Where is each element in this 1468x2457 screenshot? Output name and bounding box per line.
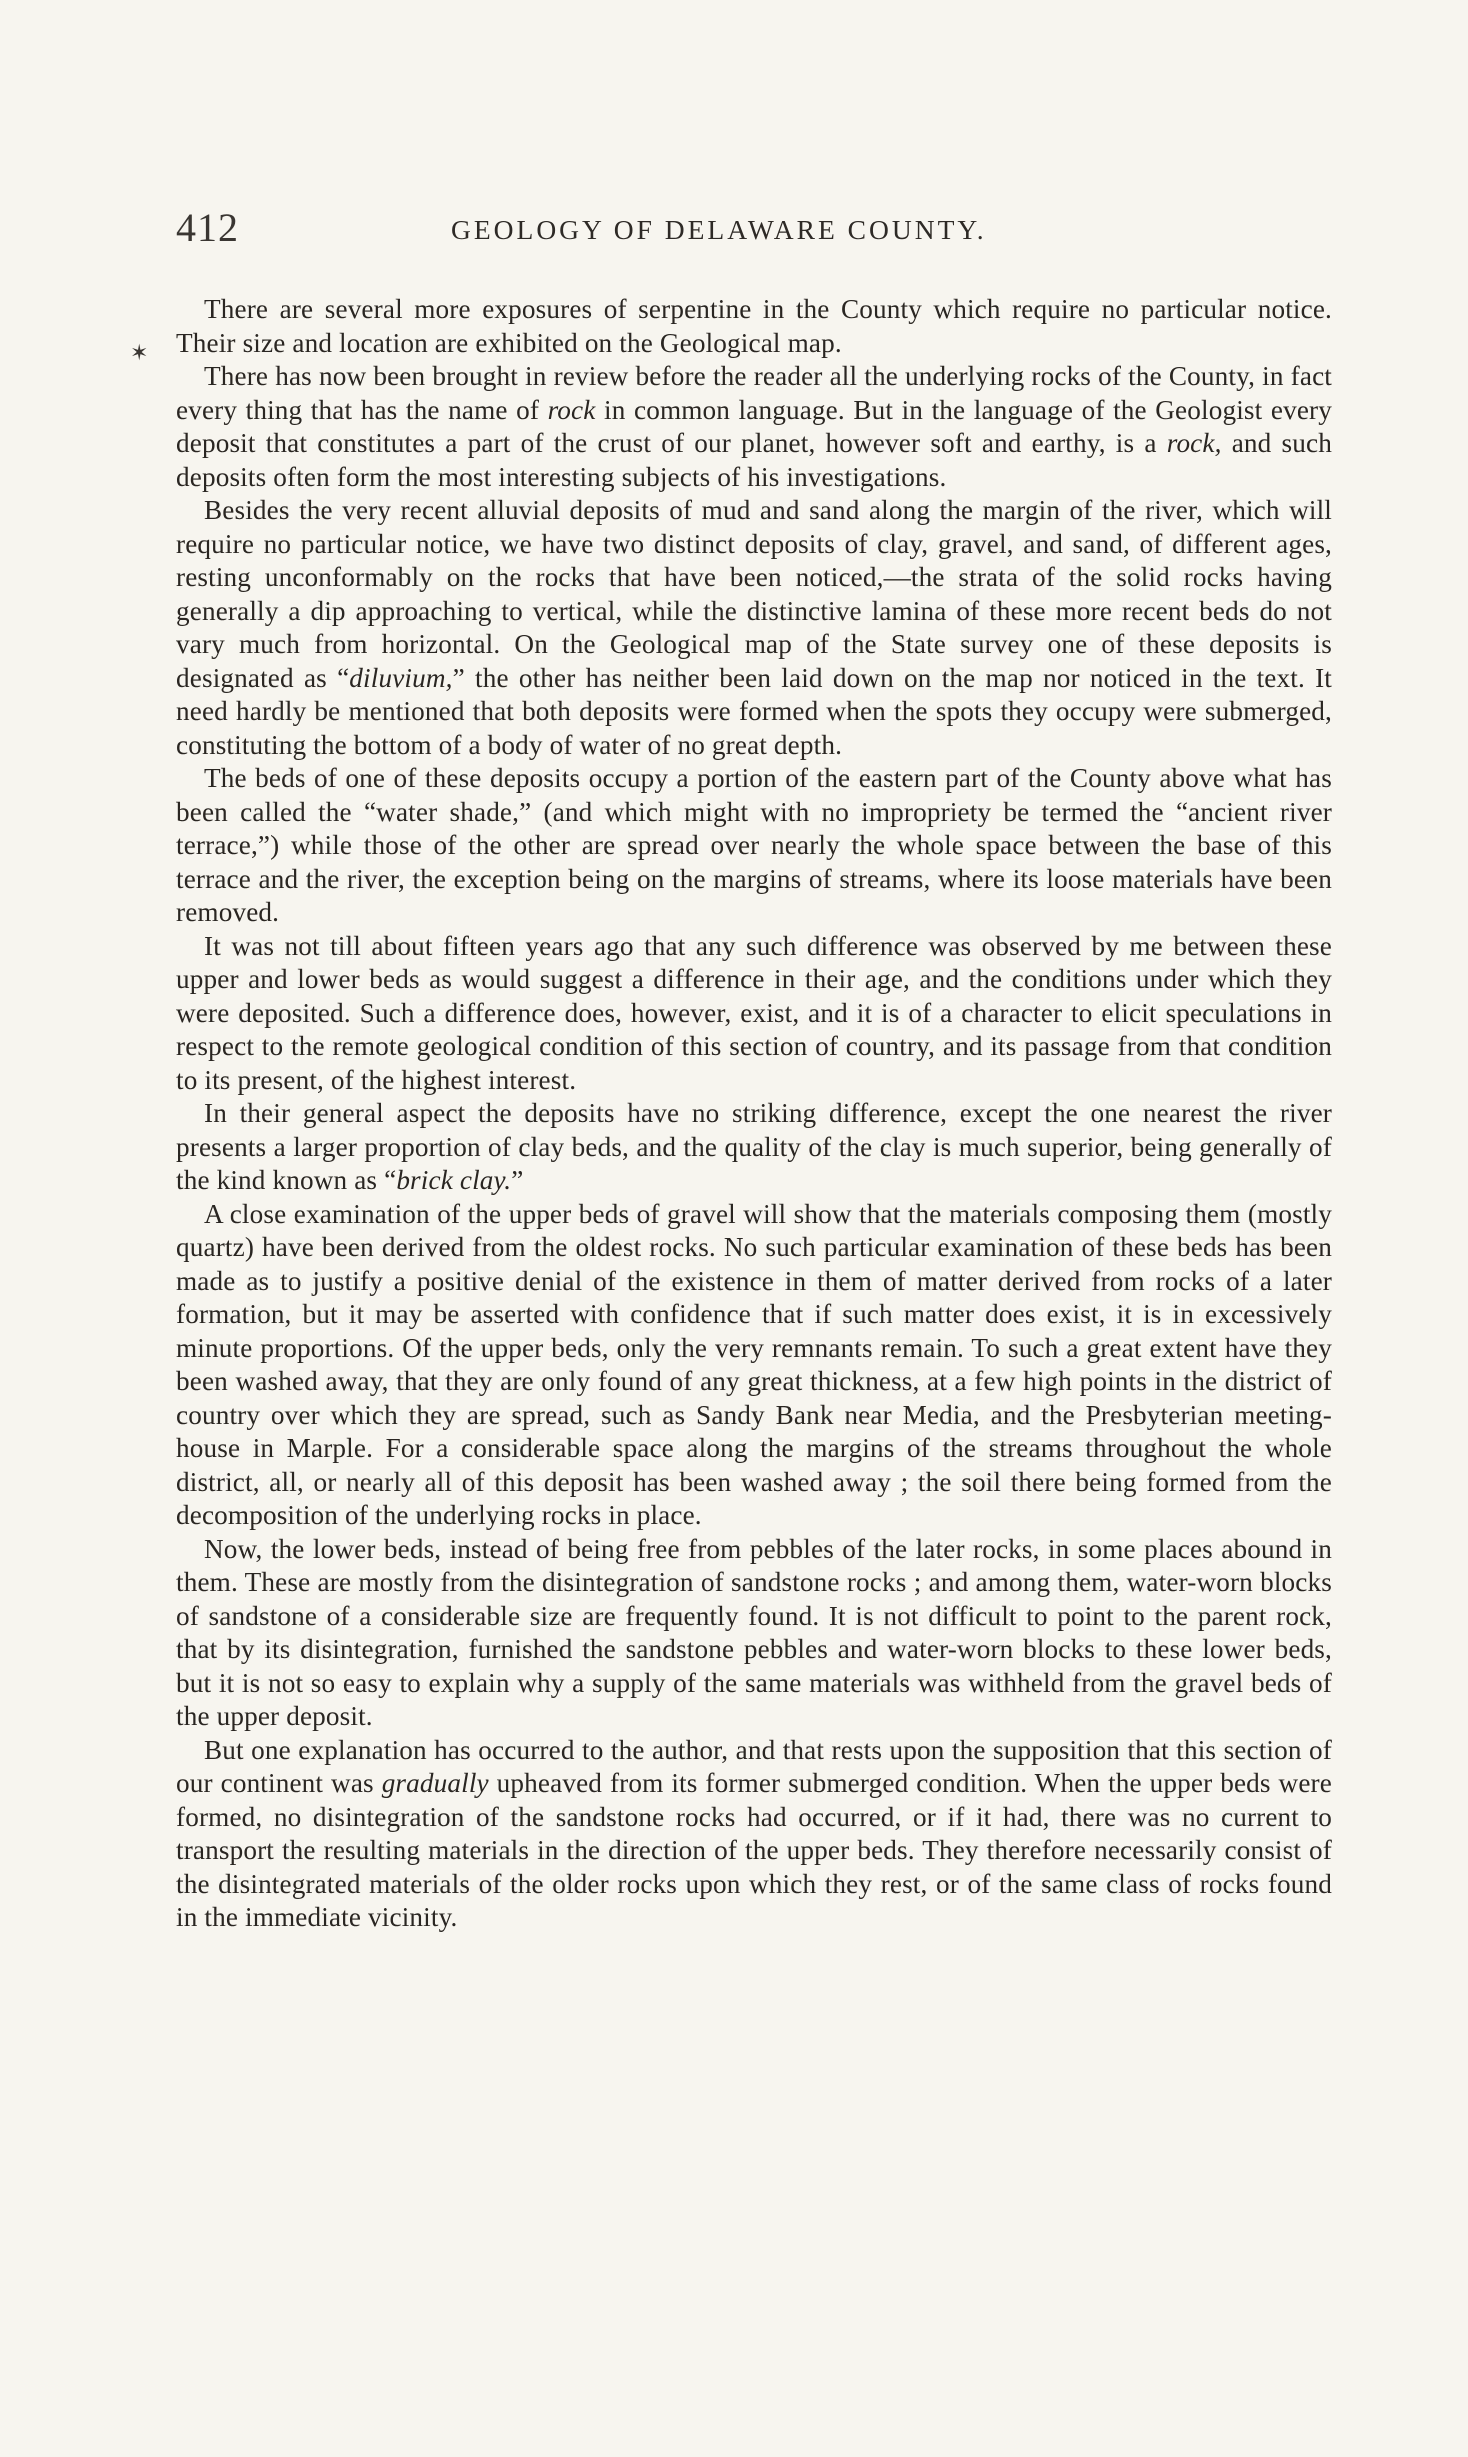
paragraph-2: There has now been brought in review before the reader all the underlying rocks of the County, in fact every thing that has the name of rock in common language. But in the language of the Geologist every deposit that constitutes a part of the crust of our planet, however soft and earthy, is a rock, and such deposits often form the most interesting subjects of his investigations. [176,361,1332,492]
paragraph-3: Besides the very recent alluvial deposits of mud and sand along the margin of the river, which will require no particular notice, we have two distinct deposits of clay, gravel, and sand, of different ages, resting unconformably on the rocks that have been noticed,—the strata of the solid rocks having generally a dip approaching to vertical, while the distinctive lamina of these more recent beds do not vary much from horizontal. On the Geological map of the State survey one of these deposits is designated as “diluvium,” the other has neither been laid down on the map nor noticed in the text. It need hardly be mentioned that both deposits were formed when the spots they occupy were submerged, constituting the bottom of a body of water of no great depth. [176,495,1332,760]
paragraph-1: There are several more exposures of serpentine in the County which require no particular notice. Their size and location are exhibited on the Geological map. [176,294,1332,358]
page-header [176,200,1336,260]
paragraph-7: A close examination of the upper beds of gravel will show that the materials composing them (mostly quartz) have been derived from the oldest rocks. No such particular examination of these beds has been made as to justify a positive denial of the existence in them of matter derived from rocks of a later formation, but it may be asserted with confidence that if such matter does exist, it is in excessively minute proportions. Of the upper beds, only the very remnants remain. To such a great extent have they been washed away, that they are only found of any great thickness, at a few high points in the district of country over which they are spread, such as Sandy Bank near Media, and the Presbyterian meeting-house in Marple. For a considerable space along the margins of the streams throughout the whole district, all, or nearly all of this deposit has been washed away ; the soil there being formed from the decomposition of the underlying rocks in place. [176,1198,1332,1530]
body-text [176,293,1332,1935]
paragraph-6: In their general aspect the deposits have no striking difference, except the one nearest the river presents a larger proportion of clay beds, and the quality of the clay is much superior, being generally of the kind known as “brick clay.” [176,1098,1332,1195]
paragraph-4: The beds of one of these deposits occupy a portion of the eastern part of the County above what has been called the “water shade,” (and which might with no impropriety be termed the “ancient river terrace,”) while those of the other are spread over nearly the whole space between the base of this terrace and the river, the exception being on the margins of streams, where its loose materials have been removed. [176,763,1332,927]
paragraph-9: But one explanation has occurred to the author, and that rests upon the supposition that this section of our continent was gradually upheaved from its former submerged condition. When the upper beds were formed, no disintegration of the sandstone rocks had occurred, or if it had, there was no current to transport the resulting materials in the direction of the upper beds. They therefore necessarily consist of the disintegrated materials of the older rocks upon which they rest, or of the same class of rocks found in the immediate vicinity. [176,1734,1332,1932]
running-head: GEOLOGY OF DELAWARE COUNTY. [451,214,987,245]
paragraph-5: It was not till about fifteen years ago that any such difference was observed by me between these upper and lower beds as would suggest a difference in their age, and the conditions under which they were deposited. Such a difference does, however, exist, and it is of a character to elicit speculations in respect to the remote geological condition of this section of country, and its passage from that condition to its present, of the highest interest. [176,930,1332,1095]
page-number: 412 [176,205,239,250]
paragraph-8: Now, the lower beds, instead of being free from pebbles of the later rocks, in some places abound in them. These are mostly from the disintegration of sandstone rocks ; and among them, water-worn blocks of sandstone of a considerable size are frequently found. It is not difficult to point to the parent rock, that by its disintegration, furnished the sandstone pebbles and water-worn blocks to these lower beds, but it is not so easy to explain why a supply of the same materials was withheld from the gravel beds of the upper deposit. [176,1533,1332,1731]
margin-asterisk-mark: ✶ [130,340,149,365]
